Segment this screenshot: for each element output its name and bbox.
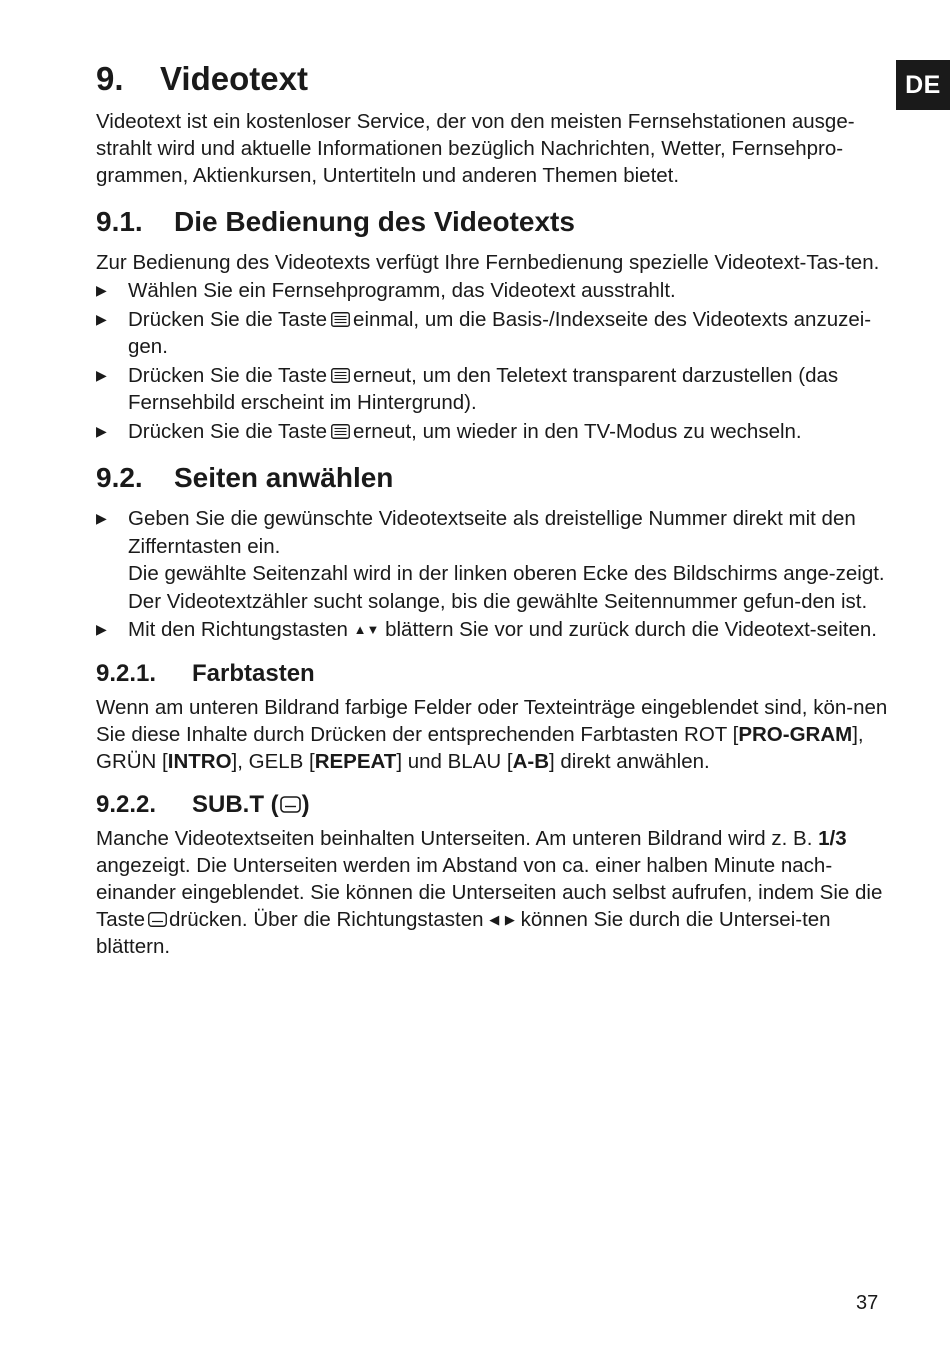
key-label: INTRO bbox=[167, 749, 232, 773]
list-item bbox=[96, 362, 888, 417]
text-segment: ], GELB [ bbox=[231, 749, 315, 773]
subtitle-key-icon bbox=[148, 912, 167, 927]
key-label: REPEAT bbox=[314, 749, 397, 773]
section-title bbox=[192, 789, 310, 821]
section-9-1-intro: Zur Bedienung des Videotexts verfügt Ihre Fernbedienung spezielle Videotext-Tas-ten. bbox=[96, 251, 880, 274]
teletext-key-icon bbox=[331, 424, 350, 439]
arrow-down-icon: ▼ bbox=[366, 622, 380, 637]
page-number: 37 bbox=[856, 1292, 879, 1314]
section-number: 9. bbox=[96, 60, 124, 97]
section-9-1-heading bbox=[96, 203, 888, 241]
text-segment: einmal, um die Basis-/Indexseite des Videotexts anzuzei-gen. bbox=[128, 307, 872, 358]
text-segment: Wenn am unteren Bildrand farbige Felder oder Texteinträge eingeblendet sind, kön-nen Sie diese Inhalte durch Drücken der entsprechenden Farbtasten ROT [ bbox=[96, 695, 888, 746]
list-item bbox=[96, 616, 888, 644]
arrow-right-icon: ▶ bbox=[504, 911, 515, 927]
section-number: 9.1. bbox=[96, 206, 143, 237]
text-segment: Drücken Sie die Taste bbox=[128, 307, 328, 331]
arrow-left-icon: ◀ bbox=[489, 911, 500, 927]
list-item bbox=[96, 505, 888, 615]
section-9-2-1-heading bbox=[96, 658, 888, 690]
list-item bbox=[96, 306, 888, 361]
list-item-text bbox=[128, 418, 888, 446]
page-content bbox=[96, 58, 888, 960]
arrow-up-icon: ▲ bbox=[353, 622, 367, 637]
section-title: Farbtasten bbox=[192, 659, 315, 687]
triangle-right-icon: ▶ bbox=[96, 366, 107, 383]
list-item bbox=[96, 418, 888, 446]
text-segment: Drücken Sie die Taste bbox=[128, 419, 328, 443]
section-9-intro: Videotext ist ein kostenloser Service, der von den meisten Fernsehstationen ausge-strahlt wird und aktuelle Informationen bezüglich Nachrichten, Wetter, Fernsehpro-grammen, Aktienkursen, Untertiteln und anderen Themen bietet. bbox=[96, 110, 855, 187]
triangle-right-icon: ▶ bbox=[96, 510, 107, 526]
text-segment: ] direkt anwählen. bbox=[549, 749, 710, 773]
text-segment: SUB.T ( bbox=[192, 790, 279, 818]
section-9-2-2-text bbox=[96, 825, 888, 960]
subpage-indicator: 1/3 bbox=[818, 826, 847, 850]
section-9-2-heading bbox=[96, 459, 888, 497]
key-label: PRO-GRAM bbox=[738, 722, 853, 746]
text-segment: Drücken Sie die Taste bbox=[128, 363, 328, 387]
list-item bbox=[96, 277, 888, 305]
text-segment: drücken. Über die Richtungstasten bbox=[169, 907, 484, 931]
text-segment: Die gewählte Seitenzahl wird in der linken oberen Ecke des Bildschirms ange-zeigt. Der Videotextzähler sucht solange, bis die gewählte Seitennummer gefun-den ist. bbox=[128, 562, 885, 613]
text-segment: erneut, um wieder in den TV-Modus zu wechseln. bbox=[353, 419, 802, 443]
text-segment: blättern Sie vor und zurück durch die Videotext-seiten. bbox=[385, 618, 877, 641]
section-number: 9.2.2. bbox=[96, 790, 157, 818]
list-item-text bbox=[128, 306, 888, 361]
section-9-2-2-heading bbox=[96, 789, 888, 821]
triangle-right-icon: ▶ bbox=[96, 422, 107, 439]
triangle-right-icon: ▶ bbox=[96, 282, 107, 298]
text-segment: angezeigt. Die Unterseiten werden im Abstand von ca. einer halben Minute nach-einander eingeblendet. Sie können die Unterseiten auch selbst aufrufen, indem Sie die Taste bbox=[96, 853, 883, 931]
section-title: Videotext bbox=[160, 60, 308, 97]
section-title: Die Bedienung des Videotexts bbox=[174, 206, 575, 237]
text-segment: Geben Sie die gewünschte Videotextseite als dreistellige Nummer direkt mit den Zifferntasten ein. bbox=[128, 507, 856, 558]
section-number: 9.2. bbox=[96, 462, 143, 493]
list-item-text bbox=[128, 616, 888, 644]
section-title: Seiten anwählen bbox=[174, 462, 394, 493]
text-segment: Manche Videotextseiten beinhalten Unterseiten. Am unteren Bildrand wird z. B. bbox=[96, 826, 813, 850]
list-item-text bbox=[128, 362, 888, 417]
section-9-heading bbox=[96, 58, 888, 100]
text-segment: ) bbox=[301, 790, 310, 818]
teletext-key-icon bbox=[331, 312, 350, 327]
text-segment: ] und BLAU [ bbox=[396, 749, 513, 773]
teletext-key-icon bbox=[331, 368, 350, 383]
section-9-2-1-text bbox=[96, 694, 888, 775]
list-item-text: Wählen Sie ein Fernsehprogramm, das Videotext ausstrahlt. bbox=[128, 279, 676, 302]
text-segment: Mit den Richtungstasten bbox=[128, 618, 348, 641]
text-segment: ], GRÜN [ bbox=[96, 722, 864, 773]
text-segment: können Sie durch die Untersei-ten blättern. bbox=[96, 907, 831, 958]
subtitle-key-icon bbox=[280, 796, 301, 813]
triangle-right-icon: ▶ bbox=[96, 310, 107, 327]
list-item-text bbox=[128, 505, 888, 615]
text-segment: erneut, um den Teletext transparent darzustellen (das Fernsehbild erscheint im Hintergrund). bbox=[128, 363, 839, 414]
triangle-right-icon: ▶ bbox=[96, 621, 107, 637]
section-number: 9.2.1. bbox=[96, 659, 157, 687]
language-tab: DE bbox=[896, 60, 950, 110]
key-label: A-B bbox=[512, 749, 550, 773]
